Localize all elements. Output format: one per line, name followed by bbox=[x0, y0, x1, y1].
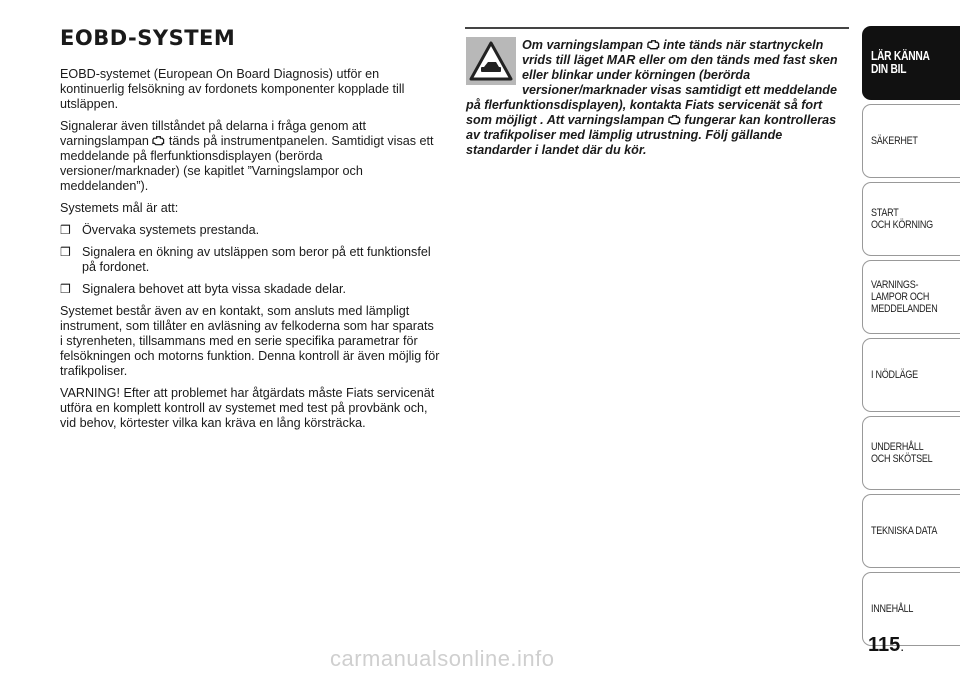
top-rule bbox=[465, 27, 849, 29]
tab-underhall[interactable]: UNDERHÅLL OCH SKÖTSEL bbox=[862, 416, 960, 490]
tab-lar-kanna-din-bil[interactable]: LÄR KÄNNA DIN BIL bbox=[862, 26, 960, 100]
list-item: ❒ Övervaka systemets prestanda. bbox=[60, 223, 260, 237]
engine-warning-icon bbox=[152, 135, 165, 146]
tab-tekniska-data[interactable]: TEKNISKA DATA bbox=[862, 494, 960, 568]
checkbox-bullet-icon: ❒ bbox=[60, 282, 71, 296]
paragraph-goals: Systemets mål är att: bbox=[60, 201, 179, 215]
list-item: ❒ Signalera behovet att byta vissa skadade delar. bbox=[60, 282, 346, 296]
engine-warning-icon bbox=[647, 39, 660, 50]
warning-note: Om varningslampan inte tänds när startnyckeln vrids till läget MAR eller om den tänds med fast sken eller blinkar under körningen (berörda versioner/marknader visas samtidigt ett meddelande på flerfunktionsdisplayen), kontakta Fiats servicenät så fort som möjligt . Att varningslampan fungerar kan kontrolleras av trafikpoliser med lämplig utrustning. Följ gällande standarder i landet där du kör. bbox=[466, 38, 838, 157]
tab-i-nodlage[interactable]: I NÖDLÄGE bbox=[862, 338, 960, 412]
paragraph-warning: VARNING! Efter att problemet har åtgärdats måste Fiats servicenät utföra en komplett kontroll av systemet med test på provbänk och, vid behov, körtester vilka kan kräva en lång körsträcka. bbox=[60, 386, 435, 430]
engine-warning-icon bbox=[668, 114, 681, 125]
checkbox-bullet-icon: ❒ bbox=[60, 245, 71, 259]
paragraph-signal: Signalerar även tillståndet på delarna i fråga genom att varningslampan tänds på instrumentpanelen. Samtidigt visas ett meddelande på flerfunktionsdisplayen (berörda versioner/marknader) (se kapitlet ”Varningslampor och meddelanden”). bbox=[60, 119, 434, 193]
tab-start-och-korning[interactable]: START OCH KÖRNING bbox=[862, 182, 960, 256]
page-number: 115 . bbox=[868, 634, 904, 657]
list-item: ❒ Signalera en ökning av utsläppen som beror på ett funktionsfel på fordonet. bbox=[60, 245, 431, 274]
page-title: EOBD-SYSTEM bbox=[60, 26, 236, 50]
paragraph-intro: EOBD-systemet (European On Board Diagnosis) utför en kontinuerlig felsökning av fordonets komponenter kopplade till utsläppen. bbox=[60, 67, 405, 111]
tab-sakerhet[interactable]: SÄKERHET bbox=[862, 104, 960, 178]
paragraph-connector: Systemet består även av en kontakt, som ansluts med lämpligt instrument, som tillåter en avläsning av felkoderna som har sparats i styrenheten, tillsammans med en serie specifika parametrar för felsökningen och motorns funktion. Denna kontroll är även möjlig för trafikpoliser. bbox=[60, 304, 440, 378]
tab-varningslampor[interactable]: VARNINGS- LAMPOR OCH MEDDELANDEN bbox=[862, 260, 960, 334]
tab-innehall[interactable]: INNEHÅLL bbox=[862, 572, 960, 646]
checkbox-bullet-icon: ❒ bbox=[60, 223, 71, 237]
watermark: carmanualsonline.info bbox=[330, 646, 555, 671]
body-text bbox=[60, 67, 440, 438]
chapter-tabs bbox=[862, 26, 960, 650]
